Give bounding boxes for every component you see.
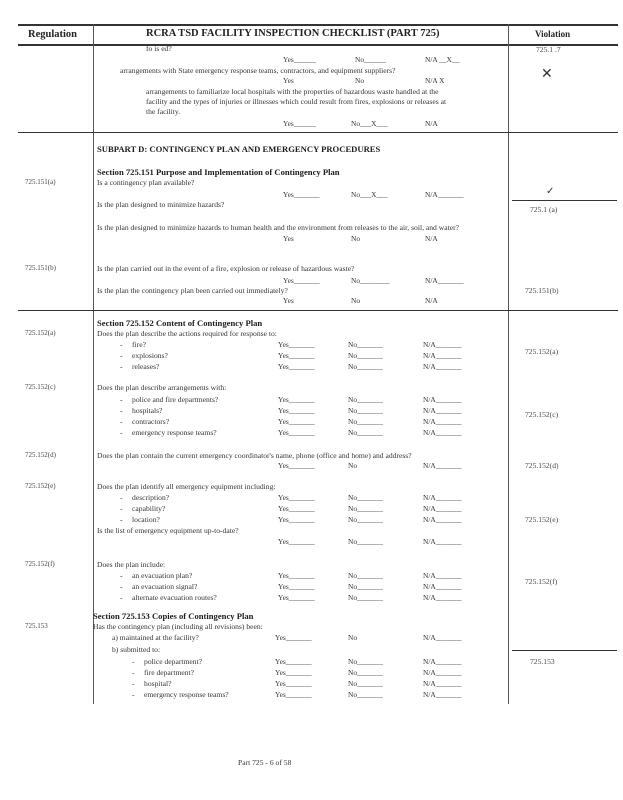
violation-top: 725.1 .7 <box>536 45 561 54</box>
a152-2-yes-4: Yes_______ <box>278 428 315 437</box>
q152-4: Does the plan identify all emergency equipment including: <box>97 482 276 491</box>
violation-152c: 725.152(c) <box>525 410 559 419</box>
a152-4-no-3: No_______ <box>348 515 383 524</box>
subpart-heading: SUBPART D: CONTINGENCY PLAN AND EMERGENCY PROCEDURES <box>97 144 381 154</box>
q151-1: Is a contingency plan available? <box>97 178 195 187</box>
a153-no-3: No_______ <box>348 679 383 688</box>
a152-5-yes-1: Yes_______ <box>278 571 315 580</box>
q152-4-item-3: - location? <box>120 515 160 524</box>
a152-3-yes: Yes_______ <box>278 461 315 470</box>
a153-no-1: No_______ <box>348 657 383 666</box>
a152-2-no-1: No_______ <box>348 395 383 404</box>
top-question-arrangements: arrangements with State emergency response teams, contractors, and equipment suppliers? <box>120 66 396 75</box>
a153-na-2: N/A_______ <box>423 668 462 677</box>
q151-2: Is the plan designed to minimize hazards? <box>97 200 225 209</box>
a152-5-no-2: No_______ <box>348 582 383 591</box>
top-no-3: No___X___ <box>351 119 388 128</box>
top-yes: Yes______ <box>283 55 316 64</box>
q151-5: Is the plan the contingency plan been carried out immediately? <box>97 286 288 295</box>
q152-4-item-1: - description? <box>120 493 170 502</box>
q153-item-1: - police department? <box>132 657 203 666</box>
a153-yes-1: Yes_______ <box>275 657 312 666</box>
a153-a-no: No <box>348 633 358 642</box>
q151-3: Is the plan designed to minimize hazards to human health and the environment from releases to the air, soil, and water? <box>97 223 459 232</box>
q153-item-4: - emergency response teams? <box>132 690 229 699</box>
violation-152d: 725.152(d) <box>525 461 559 470</box>
a152-2-na-4: N/A_______ <box>423 428 462 437</box>
a152-4b-yes: Yes_______ <box>278 537 315 546</box>
header-regulation: Regulation <box>28 29 78 40</box>
a152-2-no-3: No_______ <box>348 417 383 426</box>
violation-rule-153 <box>512 650 617 651</box>
a152-5-na-1: N/A_______ <box>423 571 462 580</box>
a152-5-na-2: N/A_______ <box>423 582 462 591</box>
a153-yes-2: Yes_______ <box>275 668 312 677</box>
a153-no-4: No_______ <box>348 690 383 699</box>
a153-yes-3: Yes_______ <box>275 679 312 688</box>
q152-5-item-3: - alternate evacuation routes? <box>120 593 217 602</box>
a152-1-yes-3: Yes_______ <box>278 362 315 371</box>
q153-a: a) maintained at the facility? <box>112 633 199 642</box>
q151-3-no: No <box>351 234 361 243</box>
q152-2-item-3: - contractors? <box>120 417 170 426</box>
a152-1-na-3: N/A_______ <box>423 362 462 371</box>
a152-4-na-1: N/A_______ <box>423 493 462 502</box>
q152-5: Does the plan include: <box>97 560 166 569</box>
top-question-3a: arrangements to familiarize local hospitals with the properties of hazardous waste handled at the <box>146 87 439 96</box>
q152-2: Does the plan describe arrangements with: <box>97 383 227 392</box>
q151-3-na: N/A <box>425 234 438 243</box>
q152-2-item-1: - police and fire departments? <box>120 395 219 404</box>
q151-1-yes: Yes_______ <box>283 190 320 199</box>
q152-1-item-1: - fire? <box>120 340 146 349</box>
q153-item-3: - hospital? <box>132 679 172 688</box>
a152-5-no-1: No_______ <box>348 571 383 580</box>
violation-151a-check: ✓ <box>546 186 555 197</box>
a152-2-yes-1: Yes_______ <box>278 395 315 404</box>
a153-no-2: No_______ <box>348 668 383 677</box>
a152-2-no-2: No_______ <box>348 406 383 415</box>
top-yes-2: Yes <box>283 76 294 85</box>
top-question-3c: the facility. <box>146 107 181 116</box>
a152-4-yes-2: Yes_______ <box>278 504 315 513</box>
a152-2-na-3: N/A_______ <box>423 417 462 426</box>
a152-1-no-2: No_______ <box>348 351 383 360</box>
q151-5-no: No <box>351 296 361 305</box>
violation-x-mark: ✕ <box>541 67 553 82</box>
violation-rule-151a <box>512 200 617 201</box>
top-fragment: fo is ed? <box>146 44 172 53</box>
a152-2-yes-2: Yes_______ <box>278 406 315 415</box>
q152-5-item-1: - an evacuation plan? <box>120 571 193 580</box>
top-no: No______ <box>355 55 387 64</box>
a152-2-yes-3: Yes_______ <box>278 417 315 426</box>
header-top-rule <box>18 24 618 26</box>
header-bottom-rule <box>18 44 618 46</box>
reg-152c: 725.152(c) <box>25 383 56 391</box>
a152-1-yes-1: Yes_______ <box>278 340 315 349</box>
q152-4b: Is the list of emergency equipment up-to-date? <box>97 526 239 535</box>
q151-4-no: No________ <box>351 276 390 285</box>
a152-3-no: No <box>348 461 358 470</box>
a153-na-3: N/A_______ <box>423 679 462 688</box>
reg-151b: 725.151(b) <box>25 264 56 272</box>
q152-4-item-2: - capability? <box>120 504 166 513</box>
a152-2-na-2: N/A_______ <box>423 406 462 415</box>
reg-151a: 725.151(a) <box>25 178 56 186</box>
a152-5-no-3: No_______ <box>348 593 383 602</box>
a152-4-no-2: No_______ <box>348 504 383 513</box>
reg-153: 725.153 <box>25 622 48 630</box>
a152-4-na-3: N/A_______ <box>423 515 462 524</box>
a152-1-yes-2: Yes_______ <box>278 351 315 360</box>
q152-1-item-2: - explosions? <box>120 351 168 360</box>
header-title: RCRA TSD FACILITY INSPECTION CHECKLIST (PART 725) <box>146 28 440 39</box>
q152-5-item-2: - an evacuation signal? <box>120 582 198 591</box>
a152-3-na: N/A_______ <box>423 461 462 470</box>
q151-4: Is the plan carried out in the event of a fire, explosion or release of hazardous waste? <box>97 264 355 273</box>
q151-5-yes: Yes <box>283 296 294 305</box>
a152-4-yes-1: Yes_______ <box>278 493 315 502</box>
a152-5-na-3: N/A_______ <box>423 593 462 602</box>
a152-4-na-2: N/A_______ <box>423 504 462 513</box>
section-152-title: Section 725.152 Content of Contingency Plan <box>97 318 263 328</box>
a153-a-yes: Yes_______ <box>275 633 312 642</box>
q151-3-yes: Yes <box>283 234 294 243</box>
reg-152f: 725.152(f) <box>25 560 55 568</box>
violation-column-divider <box>508 24 509 704</box>
regulation-column-divider <box>93 24 94 704</box>
a152-4b-no: No_______ <box>348 537 383 546</box>
a152-4-no-1: No_______ <box>348 493 383 502</box>
a152-4-yes-3: Yes_______ <box>278 515 315 524</box>
q153-item-2: - fire department? <box>132 668 194 677</box>
top-no-2: No <box>355 76 365 85</box>
page-footer: Part 725 - 6 of 58 <box>238 758 292 767</box>
q152-3: Does the plan contain the current emergency coordinator's name, phone (office and home) and address? <box>97 451 412 460</box>
reg-152d: 725.152(d) <box>25 451 56 459</box>
section-153-title: Section 725.153 Copies of Contingency Plan <box>93 611 254 621</box>
a153-yes-4: Yes_______ <box>275 690 312 699</box>
a152-4b-na: N/A_______ <box>423 537 462 546</box>
q151-4-yes: Yes_______ <box>283 276 320 285</box>
q153-1: Has the contingency plan (including all revisions) been: <box>93 622 263 631</box>
a153-na-1: N/A_______ <box>423 657 462 666</box>
section-rule-1 <box>18 132 618 133</box>
a153-a-na: N/A_______ <box>423 633 462 642</box>
a152-1-no-3: No_______ <box>348 362 383 371</box>
violation-152f: 725.152(f) <box>525 577 558 586</box>
a152-1-no-1: No_______ <box>348 340 383 349</box>
violation-153: 725.153 <box>530 657 555 666</box>
a153-na-4: N/A_______ <box>423 690 462 699</box>
q151-5-na: N/A <box>425 296 438 305</box>
a152-5-yes-3: Yes_______ <box>278 593 315 602</box>
header-violation: Violation <box>535 29 571 39</box>
a152-2-na-1: N/A_______ <box>423 395 462 404</box>
top-na: N/A __X__ <box>425 55 460 64</box>
q152-2-item-4: - emergency response teams? <box>120 428 217 437</box>
q151-1-no: No___X___ <box>351 190 388 199</box>
q153-b: b) submitted to: <box>112 645 161 654</box>
q152-1: Does the plan describe the actions required for response to: <box>97 329 277 338</box>
violation-152e: 725.152(e) <box>525 515 559 524</box>
reg-152e: 725.152(e) <box>25 482 56 490</box>
a152-2-no-4: No_______ <box>348 428 383 437</box>
q151-1-na: N/A_______ <box>425 190 464 199</box>
violation-151b: 725.151(b) <box>525 286 559 295</box>
violation-152a: 725.152(a) <box>525 347 559 356</box>
q152-2-item-2: - hospitals? <box>120 406 163 415</box>
section-rule-2 <box>18 310 618 311</box>
top-na-2: N/A X <box>425 76 445 85</box>
a152-5-yes-2: Yes_______ <box>278 582 315 591</box>
violation-151a: 725.1 (a) <box>530 205 558 214</box>
q151-4-na: N/A_______ <box>425 276 464 285</box>
section-151-title: Section 725.151 Purpose and Implementation of Contingency Plan <box>97 167 340 177</box>
top-na-3: N/A <box>425 119 438 128</box>
top-question-3b: facility and the types of injuries or illnesses which could result from fires, explosions or releases at <box>146 97 447 106</box>
q152-1-item-3: - releases? <box>120 362 160 371</box>
top-yes-3: Yes______ <box>283 119 316 128</box>
a152-1-na-1: N/A_______ <box>423 340 462 349</box>
reg-152a: 725.152(a) <box>25 329 56 337</box>
a152-1-na-2: N/A_______ <box>423 351 462 360</box>
